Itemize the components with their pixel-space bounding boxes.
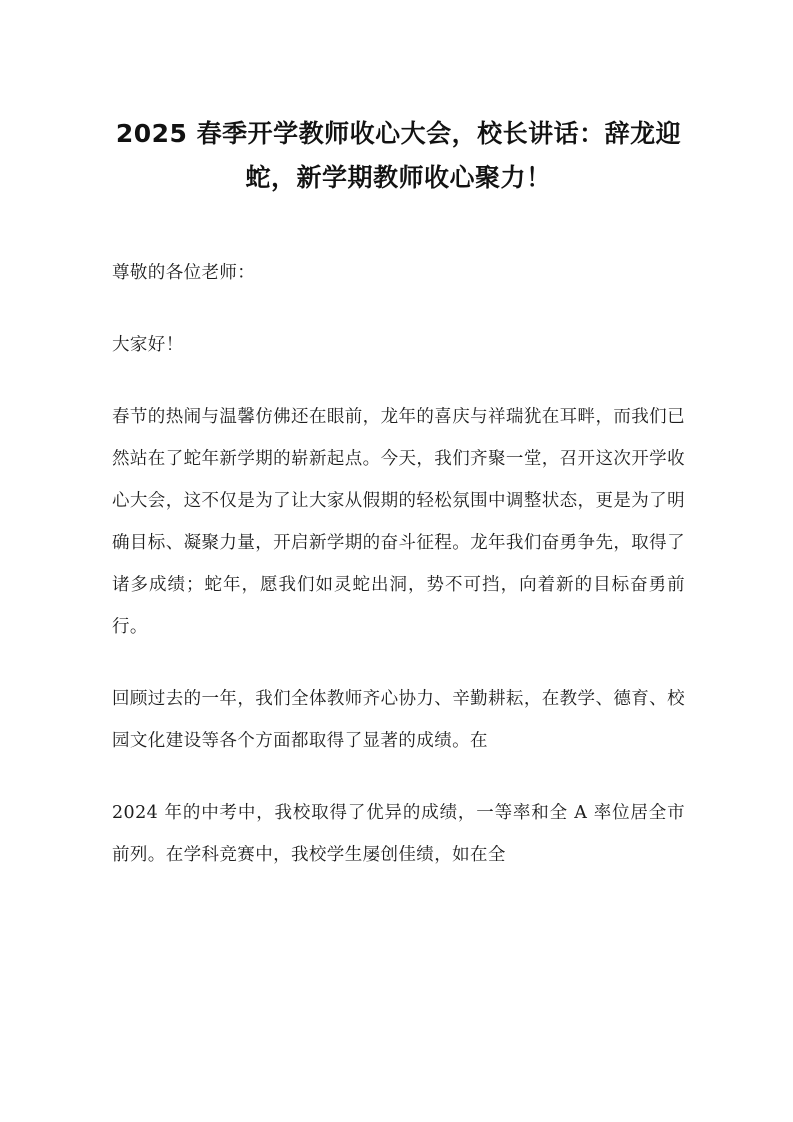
paragraph-body-3: 2024 年的中考中，我校取得了优异的成绩，一等率和全 A 率位居全市前列。在学科竞赛中，我校学生屡创佳绩，如在全 <box>112 803 685 865</box>
paragraph-salutation: 尊敬的各位老师： <box>112 263 256 283</box>
paragraph-body-1: 春节的热闹与温馨仿佛还在眼前，龙年的喜庆与祥瑞犹在耳畔，而我们已然站在了蛇年新学期的崭新起点。今天，我们齐聚一堂，召开这次开学收心大会，这不仅是为了让大家从假期的轻松氛围中调整状态，更是为了明确目标、凝聚力量，开启新学期的奋斗征程。龙年我们奋勇争先，取得了诸多成绩；蛇年，愿我们如灵蛇出洞，势不可挡，向着新的目标奋勇前行。 <box>112 407 685 637</box>
paragraph-body-2: 回顾过去的一年，我们全体教师齐心协力、辛勤耕耘，在教学、德育、校园文化建设等各个方面都取得了显著的成绩。在 <box>112 689 685 751</box>
page-title: 2025 春季开学教师收心大会，校长讲话：辞龙迎蛇，新学期教师收心聚力！ <box>115 119 682 192</box>
paragraph-greeting: 大家好！ <box>112 335 184 355</box>
